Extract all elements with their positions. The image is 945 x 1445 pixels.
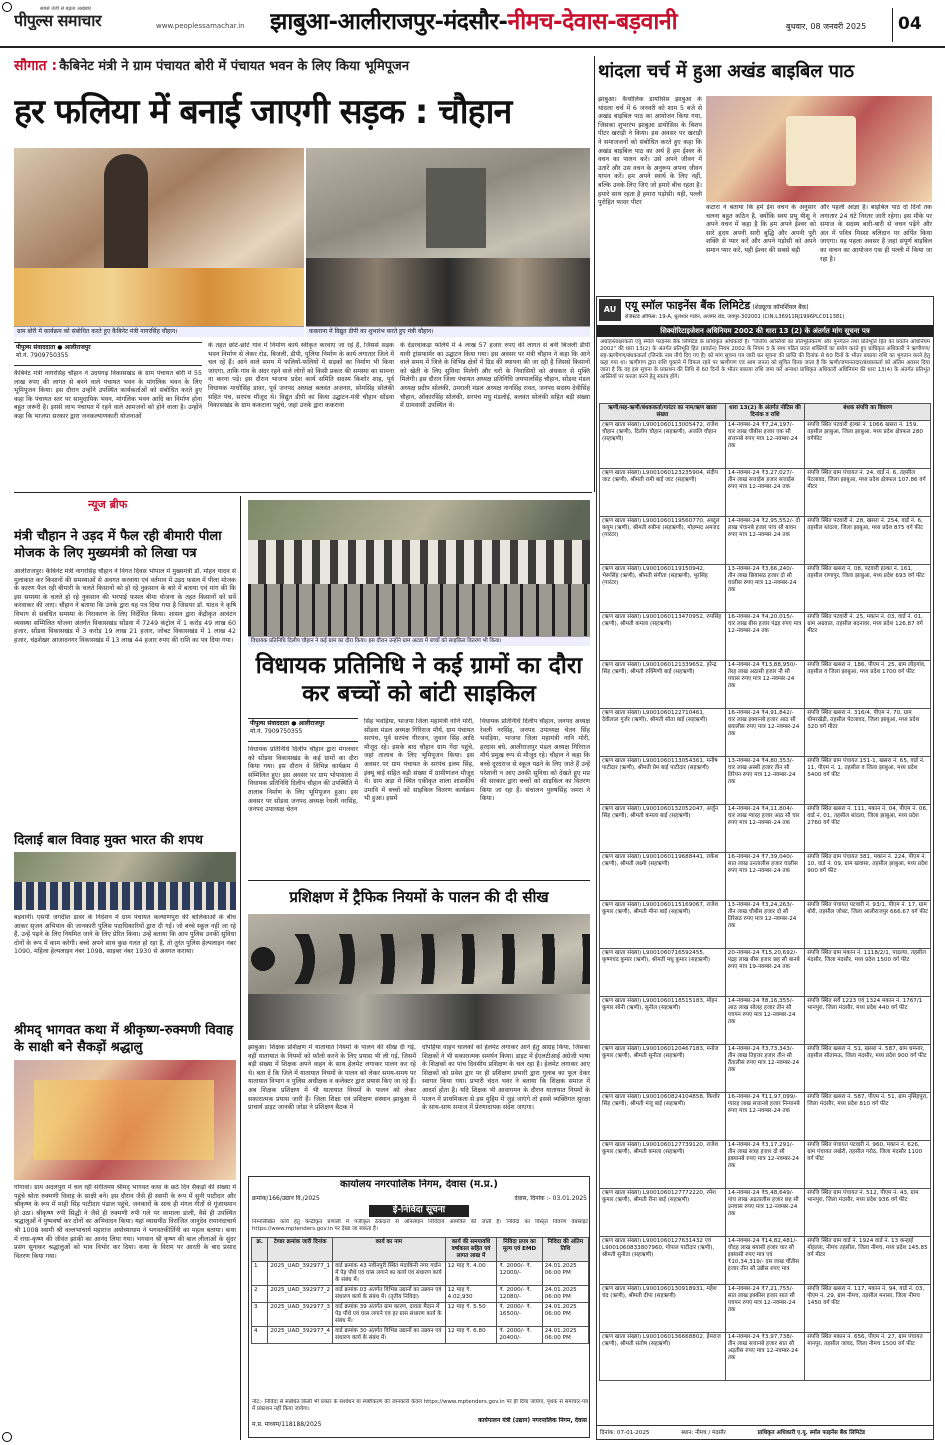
registration-mark-bottom	[2, 1432, 12, 1442]
bank-cell-property: संपत्ति स्थित सर्वे 1223 एवं 1324 मकान नं. 1767/1 भानपुरा, जिला मंदसौर, मध्य प्रदेश 440 वर्ग फीट	[805, 997, 931, 1045]
bank-cell-property: संपत्ति स्थित खसरा नं. 117, मकान नं. 94, वार्ड नं. 03, पीएम नं. 29, ग्राम नीमच, तहसील मनासा, जिला नीमच 1450 वर्ग फीट	[805, 1285, 931, 1333]
vertical-divider-top	[594, 56, 595, 492]
lead-col-3-text: के देडरवाकड़ा फलिये में 4 लाख 57 हजार रुपए की लागत से बनी बिजली डीपी यानी ट्रांसफार्मर का उद्घाटन किया गया। इस अवसर पर मंत्री चौहान ने कहा कि आने वाले समय में जिले के विभिन्न क्षेत्रों में ग्रिड की स्थापना की जा रही है जिससे किसानों को खेती के लिए सुविधा मिलेगी और घरों के निवासियों को अंधकार से मुक्ति मिलेगी। इस दौरान जिला पंचायत अध्यक्ष प्रतिनिधि जयपालसिंह चौहान, सोंडवा मंडल अध्यक्ष प्रदीप सोलंकी, उमराली मंडल अध्यक्ष नानसिंह रावत, जनपद सदस्य देवीसिंह चौहान, ओंकारसिंह सोलंकी, सरपंच मधु मंडलोई, बलवंत सोलंकी सहित बड़ी संख्या में ग्रामवासी उपस्थित थे।	[400, 342, 590, 410]
masthead-title-red: नीमच-देवास-बड़वानी	[507, 9, 678, 35]
brief-label: न्यूज ब्रीफ	[88, 498, 128, 511]
mla-col-3: विधायक प्रतिनिधि दिलीप चौहान, जनपद अध्यक्ष रेवली नरसिंह, जनपद उपाध्यक्ष चेतन सिंह भवड़िया, भाजपा जिला महामंत्री नानि मोरी, हरदास बघे, आलीराजपुर मंडल अध्यक्ष गिरिराज मौर्य प्रमुख रूप से मौजूद रहे। चौहान ने कहा कि बच्चे दूरदराज से स्कूल पढ़ने के लिए जाते हैं उन्हें परेशानी न आए उनकी सुविधा को देखते हुए मप्र की सरकार द्वारा बच्चों को साइकिल का वितरण किया जा रहा है। संचालन पुरुषसिंह जमरा ने किया।	[480, 718, 590, 803]
lead-kicker-label: सौगात :	[14, 58, 58, 74]
bank-cell-borrower: (ऋण खाता संख्या) L9001060127631432 एवं L9001060833807960, गोपाल पाटीदार (ऋणी), श्रीमती सुनीता (सहऋणी)	[600, 1237, 726, 1285]
tender-table-body	[252, 1262, 589, 1344]
bank-cell-notice: 13-नवम्बर-24 ₹4,80,353/- चार लाख अस्सी हजार तीन सौ तिरेपन रुपए मात्र 12-नवम्बर-24 तक	[725, 757, 804, 805]
bank-cell-property: संपत्ति स्थित ग्राम पंचायत नं. 512, पीएम नं. 43, ग्राम भानपुरा, जिला मंदसौर, मध्य प्रदेश 936 वर्ग फीट	[805, 1189, 931, 1237]
mla-col-2: सिंह भवड़िया, भाजपा जिला महामंत्री नानि मोरी, सोंडवा मंडल अध्यक्ष गिरिराज मौर्य, ग्राम पंचायत सरपंच, पूर्व सरपंच गीरजन, जुवान सिंह आदि मौजूद रहे। इसके बाद चौहान ग्राम गेंदा पहुंचे, जहां तालाब के लिए भूमिपूजन किया। इस अवसर पर ग्राम पंचायत के सरपंच इलम सिंह, इंक्यू बाई सहित बड़ी संख्या में ग्रामीणजन मौजूद थे। ग्राम अड़ा में स्थित एकीकृत शाला शासकीय उमावि में बच्चों को साइकिल वितरण कार्यक्रम भी हुआ। इसमें	[364, 718, 474, 803]
bank-cell-notice: 20-नवम्बर-24 ₹15,20,692/- पंद्रह लाख बीस हजार छह सौ बानबे रुपए मात्र 19-नवम्बर-24 तक	[725, 949, 804, 997]
tender-cell-period: 12 माह ₹. 6.80	[445, 1327, 497, 1344]
brief-body-3: गोगावां। ग्राम अदलपुरा में चल रही संगीतमय श्रीमद् भागवत कथा के छठे दिन सैकड़ों की संख्या में पहुंचे श्रोता रुक्मणी विवाह के साक्षी बने। इस दौरान जैसे ही स्वामी के रूप में सुनी पाटीदार और श्रीकृष्ण के रूप में माही सिंह पाटीदार पंडाल पहुंचे, जनकारों के साथ ही मंगल गीतों से गूंजायमान हो उठा। श्रीकृष्ण रुपी सिद्धी ने जैसे ही रुक्मणी रुपी गले पर वरमाला डाली, वैसे ही उपस्थित श्रद्धालुओं ने पुष्पवर्षा कर दोनों का अभिवादन किया। यहां व्यासपीठ विराजित जानुदेव रामानंदाचार्य श्री 1008 स्वामी श्री वल्लभाचार्य महाराज अयोध्याधाम ने भगवतकीर्तिनी का महत्व बताया। कथा में राधा-कृष्ण की जीवंत झांकी का आनंद लिया गया। भगवान श्री कृष्ण की बाल लीलाओं के सुंदर प्रसंग सुनाकर श्रद्धालुओं को भाव विभोर कर दिया। कथा के विराम पर आरती के बाद प्रसाद वितरण किया गया।	[14, 1184, 236, 1260]
bank-cell-property: संपत्ति स्थित पटवारी नं. 25, मकान नं. 03, वार्ड नं. 01, ग्राम अग्रवाल, तहसील बदनावर, मध्य प्रदेश 126.87 वर्ग मीटर	[805, 613, 931, 661]
traffic-col-2: दोपहिया वाहन चालकों को हेलमेट लगाकर आने हेतु आग्रह किया, जिसका शिक्षकों ने भी सकारात्मक समर्थन किया। डाइट में ईएलटीआई अंग्रेजी भाषा के शिक्षकों का पांच दिवसीय प्रशिक्षण के चल रहा है। हेलमेट लगाकर आए शिक्षकों को प्रवेश द्वार पर ही प्रशिक्षण प्रभारी द्वारा गुलाब का फूल देकर स्वागत किया गया। प्रभारी चंदन भवर ने बताया कि शिक्षक समाज में आदर्श होता है। यदि शिक्षक भी आवागमन के दौरान यातायात नियमों के पालन में प्राथमिकता से इस मुहिम में जुड़ जाएंगे तो इससे व्यक्तिगत सुरक्षा के साथ-साथ समाज में प्रेरणादायक संदेश जाएगा।	[422, 1044, 590, 1112]
bank-cell-property: संपत्ति स्थित ग्राम पंचायत 381, मकान नं. 224, पीएम नं. 10, वार्ड नं. 09, ग्राम खवासा, तहसील झाबुआ, मध्य प्रदेश 900 वर्ग फीट	[805, 853, 931, 901]
bank-cell-notice: 14-नवम्बर-24 ₹13,88,950/- तेरह लाख अठासी हजार नौ सौ पचास रुपए मात्र 12-नवम्बर-24 तक	[725, 661, 804, 709]
tender-signature: कार्यपालन यंत्री (उद्यान) नगरपालिक निगम, देवास	[478, 1417, 587, 1424]
bank-cell-property: संपत्ति स्थित ग्राम वार्ड नं. 1924 वार्ड नं. 13 कन्हाई मोहल्ला, नीमच तहसील, जिला नीमच, मध्य प्रदेश 145.85 वर्ग मीटर	[805, 1237, 931, 1285]
tender-title: ई-निविदा सूचना	[369, 1205, 469, 1217]
tender-intro: निम्नलिखित कार्य हेतु केन्द्रीकृत प्रणाली में पंजीकृत ठेकेदारों से ऑनलाइन निविदायें आमंत्रित की जाती हैं। निविदा का विस्तृत विवरण वेबसाइट https://www.mptenders.gov.in पर देखा जा सकता है।	[252, 1219, 588, 1232]
tender-cell-period: 12 माह ₹. 4.00	[445, 1262, 497, 1286]
tender-cell-n: 1	[252, 1262, 268, 1286]
bible-col-2	[706, 204, 816, 286]
lead-photo-left	[14, 148, 304, 326]
bank-cell-property: संपत्ति स्थित ग्राम मकान नं. 1118/2/1, पाडल्या, तहसील मंदसौर, जिला मंदसौर, मध्य प्रदेश 1500 वर्ग फीट	[805, 949, 931, 997]
bible-col-3-text: और पहली आज्ञा है। बाइबिल पाठ दो दिनों तक लगातार 24 घंटे निरंतर जारी रहेगा। इस मौके पर समाज के सदस्य बारी-बारी से वचन पढ़ेंगे और अंत में पवित्र मिस्सा बलिदान पर अर्पित किया जाएगा। यह पहला अवसर है जहां संपूर्ण बाइबिल का वाचन का आयोजन एक ही पल्ली में किया जा रहा है।	[820, 204, 932, 263]
masthead-date: बुधवार, 08 जनवरी 2025	[786, 22, 867, 31]
tender-cell-last: 24.01.2025 06:00 PM	[542, 1327, 588, 1344]
bank-cell-property: संपत्ति स्थित पटवारी हल्का नं. 1066 खसरा नं. 159, तहसील झाबुआ, जिला झाबुआ, मध्य प्रदेश क्षेत्रफल 280 वर्गफीट	[805, 421, 931, 469]
bank-cell-notice: 14-नवम्बर-24 ₹3,17,291/- तीन लाख सत्रह हजार दो सौ इक्यानबे रुपए मात्र 12-नवम्बर-24 तक	[725, 1141, 804, 1189]
divider-mla-traffic	[248, 880, 590, 881]
traffic-photo	[248, 914, 590, 1040]
tender-cell-n: 4	[252, 1327, 268, 1344]
bank-logo-text: AU	[603, 305, 617, 314]
masthead-tagline: सबसे तेजी से बढ़ता अखबार	[40, 6, 92, 12]
lead-byline-mobile: मो.नं. 7909750355	[16, 351, 69, 359]
altar-shape	[786, 116, 856, 186]
bank-cell-notice: 13-नवम्बर-24 ₹3,24,263/- तीन लाख चौबीस हजार दो सौ तिरेसठ रुपए मात्र 12-नवम्बर-24 तक	[725, 901, 804, 949]
bank-cell-property: संपत्ति स्थित खसरा नं. 316/4, पीएम नं. 70, ग्राम धीमरखेड़ी, तहसील पेटलावद, जिला झाबुआ, मध्य प्रदेश 320 वर्ग मीटर	[805, 709, 931, 757]
bank-cell-borrower: (ऋण खाता संख्या) L9001060120467183, मनोज कुमार (ऋणी), श्रीमती सुनीता (सहऋणी)	[600, 1045, 726, 1093]
bicycles-shape	[248, 580, 590, 636]
tender-cell-fee: ₹. 2000/- ₹. 20400/-	[497, 1327, 542, 1344]
speaker-figure	[104, 154, 148, 274]
bank-cell-borrower: (ऋण खाता संख्या) L9001060716592455, कृष्णचंद कुमार (ऋणी), श्रीमती मधु कुमार (सहऋणी)	[600, 949, 726, 997]
bank-cell-borrower: (ऋण खाता संख्या) L9001060113005472, राजेश चौहान (ऋणी), दिलीप चौहान (सहऋणी), अंजलि चौहान (सहऋणी)	[600, 421, 726, 469]
crowd-shape	[306, 258, 590, 326]
flower-table	[14, 268, 304, 326]
tender-cell-fee: ₹. 2000/- ₹. 12080/-	[497, 1286, 542, 1303]
tender-ref: क्रमांक/166/उद्यान वि./2025	[252, 1195, 320, 1202]
brief-body-1: आलीराजपुर। कैबिनेट मंत्री नागरसिंह चौहान ने विगत दिवस भोपाल में मुख्यमंत्री डॉ. मोहन यादव से मुलाकात कर किसानों की समस्याओं से अवगत करवाया एवं वर्तमान में उड़द फसल में पीला मोजक के कारण फैल रही बीमारी के चलते किसानों को हो रहे नुकसान के बारे में बताया एवं मांग की कि इस समस्या के चलते हो रहे नुकसान की भरपाई फसल बीमा योजना के तहत किसानों को सर्वे करवाकर की जाए। चौहान ने बताया कि उनके द्वारा यह पत्र दिया गया है जिसपर डॉ. यादव ने कृषि विभाग से संबंधित समस्या के निराकरण के लिए निर्देशित किया। शासन द्वारा केंद्रीकृत आवंटन व्यवस्था सम्मिलित योजना अंतर्गत विकासखंड सोंडवा में 7249 कंट्रोल में 1 करोड़ 49 लाख 60 हजार, सोंडवा विकासखंड में 3 करोड़ 19 लाख 21 हजार, जोबट विकासखंड में 1 लाख 42 हजार, चंद्रशेखर आजादनगर विकासखंड में 13 लाख 44 हजार रुपए की राशि का पत्र दिया गया।	[14, 568, 236, 644]
tender-cell-last: 24.01.2025 06:00 PM	[542, 1262, 588, 1286]
masthead-title	[270, 8, 730, 40]
bank-cell-notice: 14-नवम्बर-24 ₹3,97,738/- तीन लाख सत्तानबे हजार सात सौ अड़तीस रुपए मात्र 12-नवम्बर-24 तक	[725, 1333, 804, 1381]
tender-cell-work: वार्ड क्रमांक 39 अंतर्गत ग्राम कारण, दावता मैदान में पेड़ पौधे एवं घास लगाने एवं हर ग्रास संधारण कार्य के संबंध में।	[333, 1303, 446, 1327]
bank-cell-property: संपत्ति स्थित खसरा नं. 51, खसरा नं. 587, ग्राम धमनार, तहसील सीतामऊ, जिला मंदसौर, मध्य प्रदेश 900 वर्ग फीट	[805, 1045, 931, 1093]
registration-mark-top	[2, 2, 12, 12]
bank-cell-borrower: (ऋण खाता संख्या) L9001060136668802, हेमराज (ऋणी), श्रीमती संतोष (सहऋणी)	[600, 1333, 726, 1381]
bank-cell-borrower: (ऋण खाता संख्या) L9001060122710461, देवीलाल गुर्जर (ऋणी), श्रीमती सीता बाई (सहऋणी)	[600, 709, 726, 757]
bank-table-row	[600, 757, 931, 805]
lead-byline-text: पीपुल्स संवाददाता ● आलीराजपुर	[16, 344, 91, 351]
lead-headline: हर फलिया में बनाई जाएगी सड़क : चौहान	[14, 92, 512, 132]
bible-headline: थांदला चर्च में हुआ अखंड बाइबिल पाठ	[598, 61, 855, 82]
bank-table-row	[600, 469, 931, 517]
bank-cell-borrower: (ऋण खाता संख्या) L9001060132052047, अर्जुन सिंह (ऋणी), श्रीमती कमला बाई (सहऋणी)	[600, 805, 726, 853]
tender-cell-id: 2025_UAD_392977_2	[268, 1286, 333, 1303]
tender-cell-period: 12 माह ₹. 5.50	[445, 1303, 497, 1327]
bank-cell-property: संपत्ति स्थित पंचायत पटवारी नं. 93/1, पीएम नं. 17, ग्राम बोरी, तहसील जोबट, जिला आलीराजपुर 666.67 वर्ग फीट	[805, 901, 931, 949]
horizontal-divider	[14, 492, 592, 493]
bank-cell-property: संपत्ति स्थित खसरा नं. 186, पीएम नं. 25, ग्राम लोहगांव, तहसील व जिला झाबुआ, मध्य प्रदेश 1700 वर्ग फीट	[805, 661, 931, 709]
bank-th-notice: धारा 13(2) के अंतर्गत नोटिस की दिनांक व राशि	[725, 404, 804, 421]
lead-kicker-text: कैबिनेट मंत्री ने ग्राम पंचायत बोरी में पंचायत भवन के लिए किया भूमिपूजन	[59, 59, 410, 74]
bank-cell-borrower: (ऋण खाता संख्या) L9001060113470952, रुपसिंह (ऋणी), श्रीमती कमला (सहऋणी)	[600, 613, 726, 661]
bank-table-row	[600, 949, 931, 997]
bank-cell-borrower: (ऋण खाता संख्या) L9001060119150942, भेरूसिंह (ऋणी), श्रीमती संगीता (सहऋणी), भूरसिंह (गारंटर)	[600, 565, 726, 613]
bank-table-row	[600, 1333, 931, 1381]
bank-footer	[597, 1425, 933, 1439]
bank-cell-borrower: (ऋण खाता संख्या) L9001060121339652, हरेन्द्र सिंह (ऋणी), श्रीमती रुक्मिणी बाई (सहऋणी)	[600, 661, 726, 709]
bank-th-borrower: ऋणी/सह-ऋणी/बंधककर्ता/गारंटर का नाम/ऋण खाता संख्या	[600, 404, 726, 421]
bank-footer-date: दिनांक: 07-01-2025	[600, 1430, 650, 1436]
bank-cell-notice: 14-नवम्बर-24 ₹7,24,197/- चार लाख चौबीस हजार एक सौ सत्तानबे रुपए मात्र 12-नवम्बर-24 तक	[725, 421, 804, 469]
bank-table-wrap	[599, 403, 931, 1423]
lead-byline	[14, 342, 202, 366]
bank-footer-sign: प्राधिकृत अधिकारी ए.यू. स्मॉल फाइनेंस बैंक लिमिटेड	[757, 1430, 866, 1436]
lead-col-2	[208, 342, 394, 488]
bank-name-en: (शेड्यूल्ड कॉमर्शियल बैंक)	[752, 304, 809, 311]
bank-cell-property: संपत्ति स्थित खसरा नं. 587, पीएम नं. 51, ग्राम नृसिंहपुरा, जिला मंदसौर, मध्य प्रदेश 810 वर्ग फीट	[805, 1093, 931, 1141]
mla-photo	[248, 500, 590, 636]
tender-cell-id: 2025_UAD_392977_4	[268, 1327, 333, 1344]
tender-cell-period: 12 माह ₹. 4.02,930	[445, 1286, 497, 1303]
lead-caption-right: ककराना में विद्युत डीपी का शुभारंभ करते हुए मंत्री चौहान।	[306, 326, 590, 337]
bank-cell-property: संपत्ति स्थित मकान नं. 656, पीएम नं. 27, ग्राम पंचायत मानपुर, तहसील जावद, जिला नीमच 1500 वर्ग फीट	[805, 1333, 931, 1381]
lead-photo-right	[306, 148, 590, 326]
tender-table-row	[252, 1303, 589, 1327]
bank-act-title: सिक्योरिटाइजेशन अधिनियम 2002 की धारा 13 (2) के अंतर्गत मांग सूचना पत्र	[597, 325, 933, 337]
mla-byline	[248, 718, 358, 742]
lead-col-1-text: कैबिनेट मंत्री नागरसिंह चौहान ने उदयगढ़ विकासखंड के ग्राम पंचायत बोरी में 55 लाख रुपए की लागत से बनने वाले पंचायत भवन के मांगलिक भवन के लिए भूमिपूजन किया। इस दौरान उन्होंने उपस्थित कार्यकर्ताओं को संबोधित करते हुए कहा कि पंचायत स्तर पर सामुदायिक भवन, मांगलिक भवन आदि का निर्माण होना बहुत जरूरी है। इससे लाभ पंचायत में रहने वाले आमजनों को होने वाला है। उन्होंने कहा कि भाजपा सरकार द्वारा जनकल्याणकारी योजनाओं	[14, 370, 202, 420]
bank-cell-borrower: (ऋण खाता संख्या) L9001060127739120, राजेश कुमार (ऋणी), श्रीमती कमला (सहऋणी)	[600, 1141, 726, 1189]
lead-col-3	[400, 342, 590, 488]
bank-table-row	[600, 1141, 931, 1189]
bank-cell-borrower: (ऋण खाता संख्या) L9001060123235904, संदीप जाट (ऋणी), श्रीमती रामी बाई जाट (सहऋणी)	[600, 469, 726, 517]
brief-photo-3	[14, 1060, 236, 1180]
mla-caption: विधायक प्रतिनिधि दिलीप चौहान ने कई ग्राम का दौरा किया। इस दौरान उन्होंने ग्राम अटडा में बच्चों को साइकिल वितरण भी किया।	[248, 636, 590, 646]
bank-table-row	[600, 1237, 931, 1285]
bank-footer-place: स्थान: नीमच / मंदसौर	[681, 1430, 726, 1436]
tender-cell-work: वार्ड क्रमांक 30 अंतर्गत विभिन्न उद्यानों का उन्नयन एवं संधारण कार्य के संबंध में।	[333, 1327, 446, 1344]
bible-col-1	[598, 96, 702, 286]
children-row	[14, 882, 236, 910]
masthead-logo: पीपुल्स समाचार	[14, 11, 101, 30]
tender-cell-fee: ₹. 2000/- ₹. 16500/-	[497, 1303, 542, 1327]
bank-table-row	[600, 661, 931, 709]
tender-cell-n: 3	[252, 1303, 268, 1327]
bank-table-row	[600, 1189, 931, 1237]
tender-note[interactable]: नोट:- निविदा से संबंधित किसी भी प्रकार के संशोधन या स्पष्टीकरण की जानकारी केवल https://www.mptenders.gov.in पर ही दिया जायेगा, पृथक से समाचार-पत्र में प्रकाशन नहीं किया जायेगा।	[252, 1399, 588, 1412]
bank-cell-notice: 14-नवम्बर-24 ₹7,21,755/- सात लाख इक्कीस हजार सात सौ पचपन रुपए मात्र 12-नवम्बर-24 तक	[725, 1285, 804, 1333]
tender-th-last: निविदा की अंतिम तिथि	[542, 1238, 588, 1262]
bank-cell-property: संपत्ति स्थित पंचायत पटवारी नं. 960, मकान नं. 626, ग्राम पंचायत लखेरी, तहसील गरोठ, जिला मंदसौर 1100 वर्ग फीट	[805, 1141, 931, 1189]
bank-logo	[599, 299, 621, 321]
tender-th-period: कार्य की समयावधि वर्षाकाल सहित एवं लागत लाख में	[445, 1238, 497, 1262]
masthead-url[interactable]: www.peoplessamachar.in	[156, 22, 245, 30]
bank-name	[625, 299, 931, 313]
bank-cell-borrower: (ऋण खाता संख्या) L9001060119560770, अब्दुल कयूम (ऋणी), श्रीमती रुबीना (सहऋणी), मोहम्मद अमजद (गारंटर)	[600, 517, 726, 565]
bank-table-row	[600, 565, 931, 613]
bank-table-row	[600, 853, 931, 901]
tender-th-work: कार्य का नाम	[333, 1238, 446, 1262]
bank-cell-notice: 14-नवम्बर-24 ₹4,11,804/- चार लाख ग्यारह हजार आठ सौ चार रुपए मात्र 12-नवम्बर-24 तक	[725, 805, 804, 853]
mla-headline: विधायक प्रतिनिधि ने कई ग्रामों का दौरा कर बच्चों को बांटी साइकिल	[255, 653, 583, 707]
bank-table-row	[600, 1093, 931, 1141]
bank-cell-property: संपत्ति स्थित खसरा नं. 111, मकान नं. 04, पीएम नं. 06, वार्ड नं. 01, तहसील थांदला, जिला झाबुआ, मध्य प्रदेश 2760 वर्ग फीट	[805, 805, 931, 853]
bank-cell-borrower: (ऋण खाता संख्या) L9001060127772220, रमेश कुमार (ऋणी), श्रीमती रीना बाई (सहऋणी)	[600, 1189, 726, 1237]
tender-table-row	[252, 1262, 589, 1286]
bank-table-row	[600, 517, 931, 565]
tender-table	[251, 1237, 589, 1344]
bank-name-hi: एयू स्मॉल फाइनेंस बैंक लिमिटेड	[625, 299, 751, 312]
bank-cell-notice: 14-नवम्बर-24 ₹3,27,027/- तीन लाख सत्ताईस हजार सत्ताईस रुपए मात्र 12-नवम्बर-24 तक	[725, 469, 804, 517]
bank-cell-borrower: (ऋण खाता संख्या) L9001060115169067, राजेश कुमार (ऋणी), श्रीमती मीना बाई (सहऋणी)	[600, 901, 726, 949]
mla-col-1: विधायक प्रतिनिधि दिलीप चौहान द्वारा मंगलवार को सोंडवा विकासखंड के कई ग्रामों का दौरा किया गया। इस दौरान वे विभिन्न कार्यक्रम में सम्मिलित हुए। इस अवसर पर ग्राम भोपावाला में विधायक प्रतिनिधि दिलीप चौहान की उपस्थिति में तालाब निर्माण के लिए भूमिपूजन हुआ। इस अवसर पर सोंडवा जनपद अध्यक्ष रेवली नरसिंह, जनपद उपाध्यक्ष चेतन	[248, 746, 358, 814]
bank-table-row	[600, 997, 931, 1045]
tender-table-row	[252, 1286, 589, 1303]
tender-table-wrap	[251, 1237, 589, 1397]
tender-th-no: क्र.	[252, 1238, 268, 1262]
tender-cell-fee: ₹. 2000/- ₹. 12000/-	[497, 1262, 542, 1286]
bible-col-2-text: कटारा ने बताया कि हमें ईश वचन के अनुसार चलना बहुत कठिन है, क्योंकि स्वयं प्रभु यीशु ने अपने वचन में कहा है कि हम अपने ईश्वर को सारे हृदय अपनी सारी बुद्धि और अपनी पूरी शक्ति से प्यार करें और अपने पड़ोसी को अपने समान प्यार करें, यही ईश्वर की सबसे बड़ी	[706, 204, 816, 254]
transformer-shape	[426, 168, 486, 248]
brief-photo-2	[14, 852, 236, 910]
mla-byline-mobile: मो.नं. 7909750355	[250, 727, 303, 735]
bank-table-row	[600, 1285, 931, 1333]
traffic-col-1: झाबुआ। शिक्षक प्रशिक्षण में यातायात नियमों के पालन की सीख दी गई, वहीं यातायात के नियमों को फॉलो करने के लिए प्रयास भी ली गई, जिसमें बड़ी संख्या में शिक्षक अपने वाहन के साथ हेलमेट लगाकर पालन कर रहे थे। बता दें कि जिले में यातायात नियमों के पालन को लेकर समय-समय पर यातायात विभाग व पुलिस अधीक्षक व कलेक्टर द्वारा प्रयास किए जा रहे हैं। अब शिक्षक प्रशिक्षण में भी यातायात नियमों के पालन को लेकर सकारात्मक प्रयास जारी हैं। जिला शिक्षा एवं प्रशिक्षण संस्थान झाबुआ में प्राचार्य डाइट जानकी जोडा ने प्रशिक्षण बैठक में	[248, 1044, 416, 1112]
lead-col-2-text: के तहत छोटे-छोटे गांव में निर्माण कार्य स्वीकृत करवाए जा रहे हैं, जिससे सड़क भवन निर्माण से लेकर रोड, बिजली, डीपी, पुलिया निर्माण के कार्य लगातार जिले में चल रहे हैं। आने वाले समय में फलियों-फलियों में सड़कों का निर्माण भी किया जाएगा, ताकि गांव के अंदर रहने वाले लोगों को किसी प्रकार की समस्या का सामना ना करना पड़े। इस दौरान भाजपा प्रदेश कार्य समिति सदस्य किशोर शाह, पूर्व विधायक माधोसिंह डावर, पूर्व जनपद अध्यक्ष बलवंत अजनार, सोमसिंह सोलंकी सहित पंच, सरपंच मौजूद थे। विद्युत डीपी का किया उद्घाटन-मंत्री चौहान सोंडवा विकासखंड के ग्राम ककराना पहुंचे, जहां उनके द्वारा ककराना	[208, 342, 394, 410]
tender-cell-id: 2025_UAD_392977_1	[268, 1262, 333, 1286]
bank-table-row	[600, 901, 931, 949]
bank-cell-property: संपत्ति स्थित खसरा नं. 08, पटवारी हल्का नं. 161, तहसील राणापुर, जिला झाबुआ, मध्य प्रदेश 693 वर्ग फीट	[805, 565, 931, 613]
bible-col-1-text: झाबुआ। कैथोलिक डायोसिस झाबुआ के थांदला चर्च में 6 जनवरी को शाम 5 बजे से अखंड बाइबिल पाठ का आयोजन किया गया, जिसका शुभारंभ झाबुआ डायोसिस के बिशप पीटर खराड़ी ने किया। इस अवसर पर खराड़ी ने समाजजनों को संबोधित करते हुए कहा कि अखंड बाइबिल पाठ का अर्थ है हम ईश्वर के वचन का पालन करें। उसे अपने जीवन में उतारें और उस वचन के अनुरूप अपना जीवन यापन करें। हम अपने स्वार्थ के लिए नहीं, बल्कि उनके लिए जिएं जो हमारे बीच रहता है। हमारे साथ रहता है हमारा पड़ोसी। यही, पल्ली पुरोहित फादर पीटर	[598, 96, 702, 207]
bank-th-property: बंधक संपत्ति का विवरण	[805, 404, 931, 421]
bank-cell-property: संपत्ति स्थित ग्राम पंचायत 151-1, खसरा नं. 65, वार्ड नं. 11, पीएम नं. 1, तहसील व जिला झाबुआ, मध्य प्रदेश 5400 वर्ग फीट	[805, 757, 931, 805]
bank-cell-notice: 16-नवम्बर-24 ₹4,91,842/- चार लाख इक्यानबे हजार आठ सौ बयालीस रुपए मात्र 12-नवम्बर-24 तक	[725, 709, 804, 757]
bank-table-row	[600, 1045, 931, 1093]
page-number: 04	[898, 14, 922, 34]
masthead-title-black: झाबुआ-आलीराजपुर-मंदसौर-	[270, 9, 508, 35]
bank-cell-notice: 14-नवम्बर-24 ₹5,48,649/- पांच लाख अड़तालीस हजार छह सौ उनचास रुपए मात्र 12-नवम्बर-24 तक	[725, 1189, 804, 1237]
bank-cell-borrower: (ऋण खाता संख्या) L9001060113054361, मनीष पाटीदार (ऋणी), श्रीमती प्रेम बाई पाटीदार (सहऋणी)	[600, 757, 726, 805]
tender-code: म.प्र. माध्यम/118188/2025	[252, 1421, 322, 1428]
tender-table-header	[252, 1238, 589, 1262]
bank-table-row	[600, 421, 931, 469]
bank-cell-property: संपत्ति स्थित पटवारी नं. 28, खसरा नं. 254, वार्ड नं. 6, तहसील थांदला, जिला झाबुआ, मध्य प्रदेश 875 वर्ग फीट	[805, 517, 931, 565]
tender-cell-last: 24.01.2025 06:00 PM	[542, 1286, 588, 1303]
tender-table-row	[252, 1327, 589, 1344]
mla-byline-text: पीपुल्स संवाददाता ● आलीराजपुर	[250, 720, 325, 727]
bible-photo	[706, 96, 932, 202]
bank-cell-borrower: (ऋण खाता संख्या) L9001060118515183, मोहन कुमार सोनी (ऋणी), सुनील (सहऋणी)	[600, 997, 726, 1045]
bank-cell-borrower: (ऋण खाता संख्या) L9001060119688441, राकेश (ऋणी), श्रीमती लक्ष्मी (सहऋणी)	[600, 853, 726, 901]
masthead-divider	[892, 8, 893, 42]
tender-cell-n: 2	[252, 1286, 268, 1303]
bank-cell-property: संपत्ति स्थित ग्राम पंचायत नं. 24, वार्ड नं. 6, तहसील पेटलावद, जिला झाबुआ, मध्य प्रदेश क्षेत्रफल 107.86 वर्ग मीटर	[805, 469, 931, 517]
bank-cell-notice: 14-नवम्बर-24 ₹2,95,552/- दो लाख पंचानबे हजार पांच सौ बावन रुपए मात्र 12-नवम्बर-24 तक	[725, 517, 804, 565]
bank-cell-notice: 13-नवम्बर-24 ₹3,66,240/- तीन लाख छियासठ हजार दो सौ चालीस रुपए मात्र 12-नवम्बर-24 तक	[725, 565, 804, 613]
lead-col-1	[14, 370, 202, 488]
tender-cell-last: 24.01.2025 06:00 PM	[542, 1303, 588, 1327]
bank-intro: अधोहस्ताक्षरकर्ता एयू स्मॉल फाइनेंस बैंक लिमिटेड के प्राधिकृत अधिकारी है। "वित्तीय आस्तियों का प्रतिभूतिकरण और पुनर्गठन तथा प्रतिभूति हित का प्रवर्तन अधिनियम 2002" की धारा 13(2) के अंतर्गत प्रतिभूति हित (प्रवर्तन) नियम 2002 के नियम 3 के साथ पठित प्रदत्त शक्तियों का प्रयोग करते हुए प्राधिकृत अधिकारी ने ऋणीगण/सह-ऋणीगण/बंधककर्ता (जिनके नाम नीचे दिए गए हैं) को मांग सूचना पत्र जारी कर सूचना की प्राप्ति की दिनांक से 60 दिनों के भीतर बकाया राशि का भुगतान करने हेतु कहा गया था। ऋणीगण द्वारा राशि चुकाने में विफल रहने पर ऋणीगण एवं आम जनता को सूचित किया जाता है कि ऋणी/जमानतदार/बंधककर्ता को अंतिम अवसर दिया जाता है कि वह इस सूचना के प्रकाशन की तिथि से 60 दिनों के भीतर बकाया राशि जमा करें अन्यथा प्राधिकृत अधिकारी अधिनियम की धारा 13(4) के अंतर्गत प्रतिभूत आस्तियों पर कब्जा करने हेतु स्वतंत्र होंगे।	[600, 339, 930, 380]
lead-kicker	[14, 58, 584, 78]
bank-table-row	[600, 805, 931, 853]
helmets-shape	[248, 934, 590, 984]
bank-table-body	[600, 421, 931, 1381]
tender-date: देवास, दिनांक :- 03.01.2025	[514, 1195, 587, 1202]
tender-cell-id: 2025_UAD_392977_3	[268, 1303, 333, 1327]
brief-headline-2: दिलाई बाल विवाह मुक्त भारत की शपथ	[14, 833, 203, 848]
bank-table-row	[600, 709, 931, 757]
bank-cell-notice: 16-नवम्बर-24 ₹4,20,015/- चार लाख बीस हजार पंद्रह रुपए मात्र 12-नवम्बर-24 तक	[725, 613, 804, 661]
tender-th-fee: निविदा प्रपत्र का मूल्य एवं EMD	[497, 1238, 542, 1262]
brief-headline-1: मंत्री चौहान ने उड़द में फैल रही बीमारी पीला मोजक के लिए मुख्यमंत्री को लिखा पत्र	[14, 529, 222, 561]
bank-cell-notice: 16-नवम्बर-24 ₹7,39,040/- सात लाख उनतालीस हजार चालीस रुपए मात्र 12-नवम्बर-24 तक	[725, 853, 804, 901]
bank-cell-borrower: (ऋण खाता संख्या) L9001060130918931, महेश चंद (ऋणी), श्रीमती दीपा (सहऋणी)	[600, 1285, 726, 1333]
traffic-headline: प्रशिक्षण में ट्रैफिक नियमों के पालन की दी सीख	[289, 888, 549, 906]
bank-cell-notice: 14-नवम्बर-24 ₹3,73,343/- तीन लाख तिहत्तर हजार तीन सौ तैंतालीस रुपए मात्र 12-नवम्बर-24 तक	[725, 1045, 804, 1093]
masthead	[0, 0, 945, 48]
bible-col-3	[820, 204, 932, 286]
tender-office: कार्यालय नगरपालिक निगम, देवास (म.प्र.)	[340, 1179, 498, 1190]
bank-cell-notice: 14-नवम्बर-24 ₹14,82,481/- चौदह लाख बयासी हजार चार सौ इक्यासी रुपए मात्र एवं ₹10,34,319/- दस लाख चौंतीस हजार तीन सौ उन्नीस रुपए मात्र	[725, 1237, 804, 1285]
brief-body-2: बड़वानी। एसपी जगदीश डावर के निर्देशन में ग्राम पंचायत कल्याणपुरा की बालिकाओं के बीच आकर सृजन अभियान की जानकारी पुलिस पदाधिकारियों द्वारा दी गई। जो बच्चे स्कूल नहीं जा रहे हैं, उन्हें पढ़ने के लिए नियमित जाने के लिए प्रेरित किया। उन्हें बताया कि आप पुलिस उनकी सुविधा दोनों के रूप में काम करेगी। बच्चे अपने साथ कुछ गलत हो रहा है, तो तुरंत पुलिस हेल्पलाइन नंबर 1090, महिला हेल्पलाइन नंबर 1098, साइबर नंबर 1930 से अवगत कराया।	[14, 914, 236, 956]
logo-block[interactable]	[14, 6, 154, 30]
bank-table	[599, 403, 931, 1381]
people-shape	[248, 540, 590, 584]
bank-notice	[596, 296, 934, 1440]
tender-cell-work: वार्ड क्रमांक 43 नवीनपुरी स्थित मंदाकिनी नगर गार्डन में पेड़ पौधे एवं घास लगाने का कार्य एवं संधारण कार्य के संबंध में।	[333, 1262, 446, 1286]
vertical-divider-left	[240, 496, 241, 1440]
bank-address: रजिस्टर्ड ऑफिस: 19-A, धुलेश्वर गार्डन, अजमेर रोड, जयपुर-302001 (CIN:L36911RJ1996PLC011381)	[625, 314, 845, 320]
tender-th-id: टेण्डर क्रमांक जारी दिनांक	[268, 1238, 333, 1262]
stage-shape	[34, 1080, 214, 1160]
bank-cell-notice: 14-नवम्बर-24 ₹8,16,355/- आठ लाख सोलह हजार तीन सौ पचपन रुपए मात्र 12-नवम्बर-24 तक	[725, 997, 804, 1045]
tender-cell-work: वार्ड क्रमांक 03 अंतर्गत विभिन्न उद्यानों का उन्नयन एवं संधारण कार्य के संबंध में। (तृतीय निविदा)	[333, 1286, 446, 1303]
bank-table-header	[600, 404, 931, 421]
lead-caption-left: ग्राम बोरी में कार्यक्रम को संबोधित करते हुए कैबिनेट मंत्री नागरसिंह चौहान।	[14, 326, 304, 337]
bank-table-row	[600, 613, 931, 661]
brief-headline-3: श्रीमद् भागवत कथा में श्रीकृष्ण-रुक्मणी विवाह के साक्षी बने सैकड़ों श्रद्धालु	[14, 1023, 234, 1055]
bikes-shape	[248, 994, 590, 1040]
tender-notice	[248, 1176, 590, 1438]
bank-cell-notice: 16-नवम्बर-24 ₹11,97,099/- ग्यारह लाख सत्तानबे हजार निन्यानबे रुपए मात्र 12-नवम्बर-24 तक	[725, 1093, 804, 1141]
bank-cell-borrower: (ऋण खाता संख्या) L9001060824104858, किशोर सिंह (ऋणी), श्रीमती मंजू बाई (सहऋणी)	[600, 1093, 726, 1141]
